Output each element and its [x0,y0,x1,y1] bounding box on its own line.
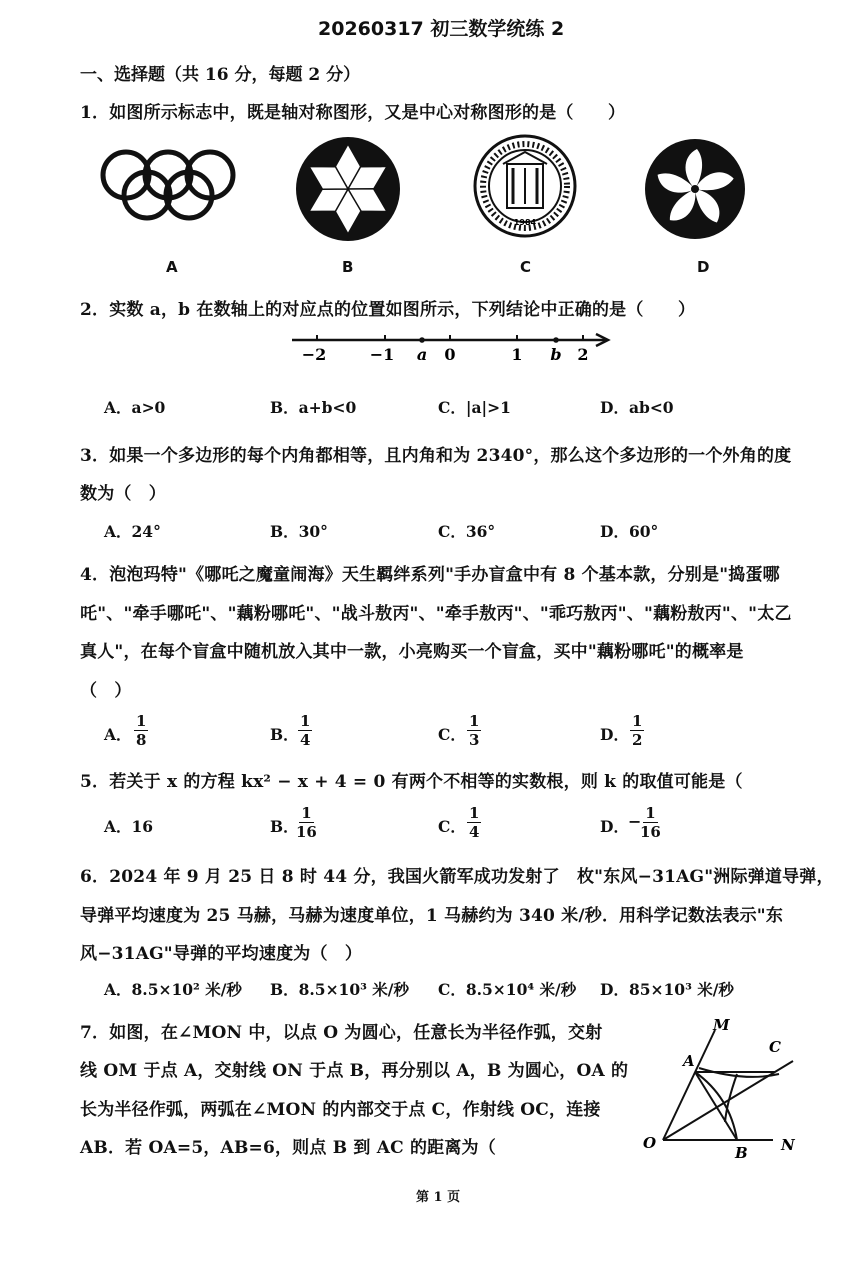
question-4-line4: （ ） [80,681,132,701]
university-seal-icon [473,134,577,242]
question-7-line1: 7．如图，在∠MON 中，以点 O 为圆心，任意长为半径作弧，交射 [80,1023,603,1043]
tick-label-b: b [550,345,562,364]
q3-option-c[interactable]: C．36° [438,522,496,541]
tick-label-neg2: −2 [301,345,327,364]
q3-option-d[interactable]: D．60° [600,522,659,541]
question-5-stem: 5．若关于 x 的方程 kx² − x + 4 = 0 有两个不相等的实数根，则 k 的取值可能是（ [80,772,743,792]
question-3-line1: 3．如果一个多边形的每个内角都相等，且内角和为 2340°，那么这个多边形的一个外角的度 [80,446,792,466]
q5-option-c-letter[interactable]: C． [438,817,466,836]
q4-option-a-letter[interactable]: A． [104,725,132,744]
tick-label-neg1: −1 [369,345,395,364]
q2-option-d[interactable]: D．ab<0 [600,398,674,417]
tick-label-2: 2 [577,345,589,364]
q5-option-b-fraction: $\frac{1}{16}$ [296,804,317,841]
seal-year: 1984 [513,218,537,227]
figure-label-b: B [342,258,354,276]
q4-option-b-fraction: $\frac{1}{4}$ [300,712,311,749]
question-6-line3: 风−31AG"导弹的平均速度为（ ） [80,944,363,964]
q5-option-d-sign: − [628,812,642,831]
point-label-n: N [781,1136,795,1154]
angle-construction-figure [635,1012,825,1162]
q4-option-b-letter[interactable]: B． [270,725,299,744]
tick-label-1: 1 [511,345,523,364]
question-1-stem: 1．如图所示标志中，既是轴对称图形，又是中心对称图形的是（ ） [80,103,626,123]
q2-option-b[interactable]: B．a+b<0 [270,398,357,417]
question-6-line1: 6．2024 年 9 月 25 日 8 时 44 分，我国火箭军成功发射了 枚"东风−31AG"洲际弹道导弹， [80,867,834,887]
point-label-o: O [643,1134,657,1152]
q2-option-c[interactable]: C．|a|>1 [438,398,511,417]
q4-option-d-fraction: $\frac{1}{2}$ [632,712,643,749]
q5-option-c-fraction: $\frac{1}{4}$ [469,804,480,841]
q6-option-d[interactable]: D．85×10³ 米/秒 [600,980,734,999]
question-7-line3: 长为半径作弧，两弧在∠MON 的内部交于点 C，作射线 OC，连接 [80,1100,601,1120]
q4-option-c-letter[interactable]: C． [438,725,466,744]
number-line [290,326,620,366]
page-number: 第 1 页 [416,1190,461,1205]
question-4-line3: 真人"，在每个盲盒中随机放入其中一款，小亮购买一个盲盒，买中"藕粉哪吒"的概率是 [80,642,744,662]
q3-option-b[interactable]: B．30° [270,522,328,541]
q5-option-a[interactable]: A．16 [104,817,154,836]
section-heading: 一、选择题（共 16 分，每题 2 分） [80,65,361,85]
q6-option-a[interactable]: A．8.5×10² 米/秒 [104,980,242,999]
q3-option-a[interactable]: A．24° [104,522,161,541]
q5-option-d-fraction: $\frac{1}{16}$ [640,804,661,841]
point-label-m: M [713,1016,730,1034]
q4-option-a-fraction: $\frac{1}{8}$ [136,712,147,749]
page-title: 20260317 初三数学统练 2 [318,18,565,40]
q4-option-c-fraction: $\frac{1}{3}$ [469,712,480,749]
figure-label-d: D [697,258,710,276]
star-emblem-icon [293,134,403,244]
q6-option-b[interactable]: B．8.5×10³ 米/秒 [270,980,409,999]
figure-label-c: C [520,258,532,276]
figure-label-a: A [166,258,178,276]
q5-option-d-letter[interactable]: D． [600,817,629,836]
point-label-b: B [735,1144,748,1162]
point-label-c: C [769,1038,781,1056]
question-4-line2: 吒"、"牵手哪吒"、"藕粉哪吒"、"战斗敖丙"、"牵手敖丙"、"乖巧敖丙"、"藕粉敖丙"、"太乙 [80,604,792,624]
olympic-rings-icon [98,145,238,225]
tick-label-a: a [416,345,428,364]
bauhinia-flower-icon [643,137,747,241]
question-7-line4: AB．若 OA=5，AB=6，则点 B 到 AC 的距离为（ [80,1138,496,1158]
question-4-line1: 4．泡泡玛特"《哪吒之魔童闹海》天生羁绊系列"手办盲盒中有 8 个基本款，分别是"捣蛋哪 [80,565,780,585]
question-2-stem: 2．实数 a，b 在数轴上的对应点的位置如图所示，下列结论中正确的是（ ） [80,300,696,320]
point-b [553,337,559,343]
q4-option-d-letter[interactable]: D． [600,725,629,744]
q2-option-a[interactable]: A．a>0 [104,398,166,417]
question-7-line2: 线 OM 于点 A，交射线 ON 于点 B，再分别以 A，B 为圆心，OA 的 [80,1061,629,1081]
point-label-a: A [683,1052,695,1070]
q5-option-b-letter[interactable]: B． [270,817,299,836]
q6-option-c[interactable]: C．8.5×10⁴ 米/秒 [438,980,577,999]
point-a [419,337,425,343]
question-3-line2: 数为（ ） [80,484,166,504]
question-6-line2: 导弹平均速度为 25 马赫，马赫为速度单位，1 马赫约为 340 米/秒．用科学记数法表示"东 [80,906,784,926]
tick-label-0: 0 [444,345,456,364]
